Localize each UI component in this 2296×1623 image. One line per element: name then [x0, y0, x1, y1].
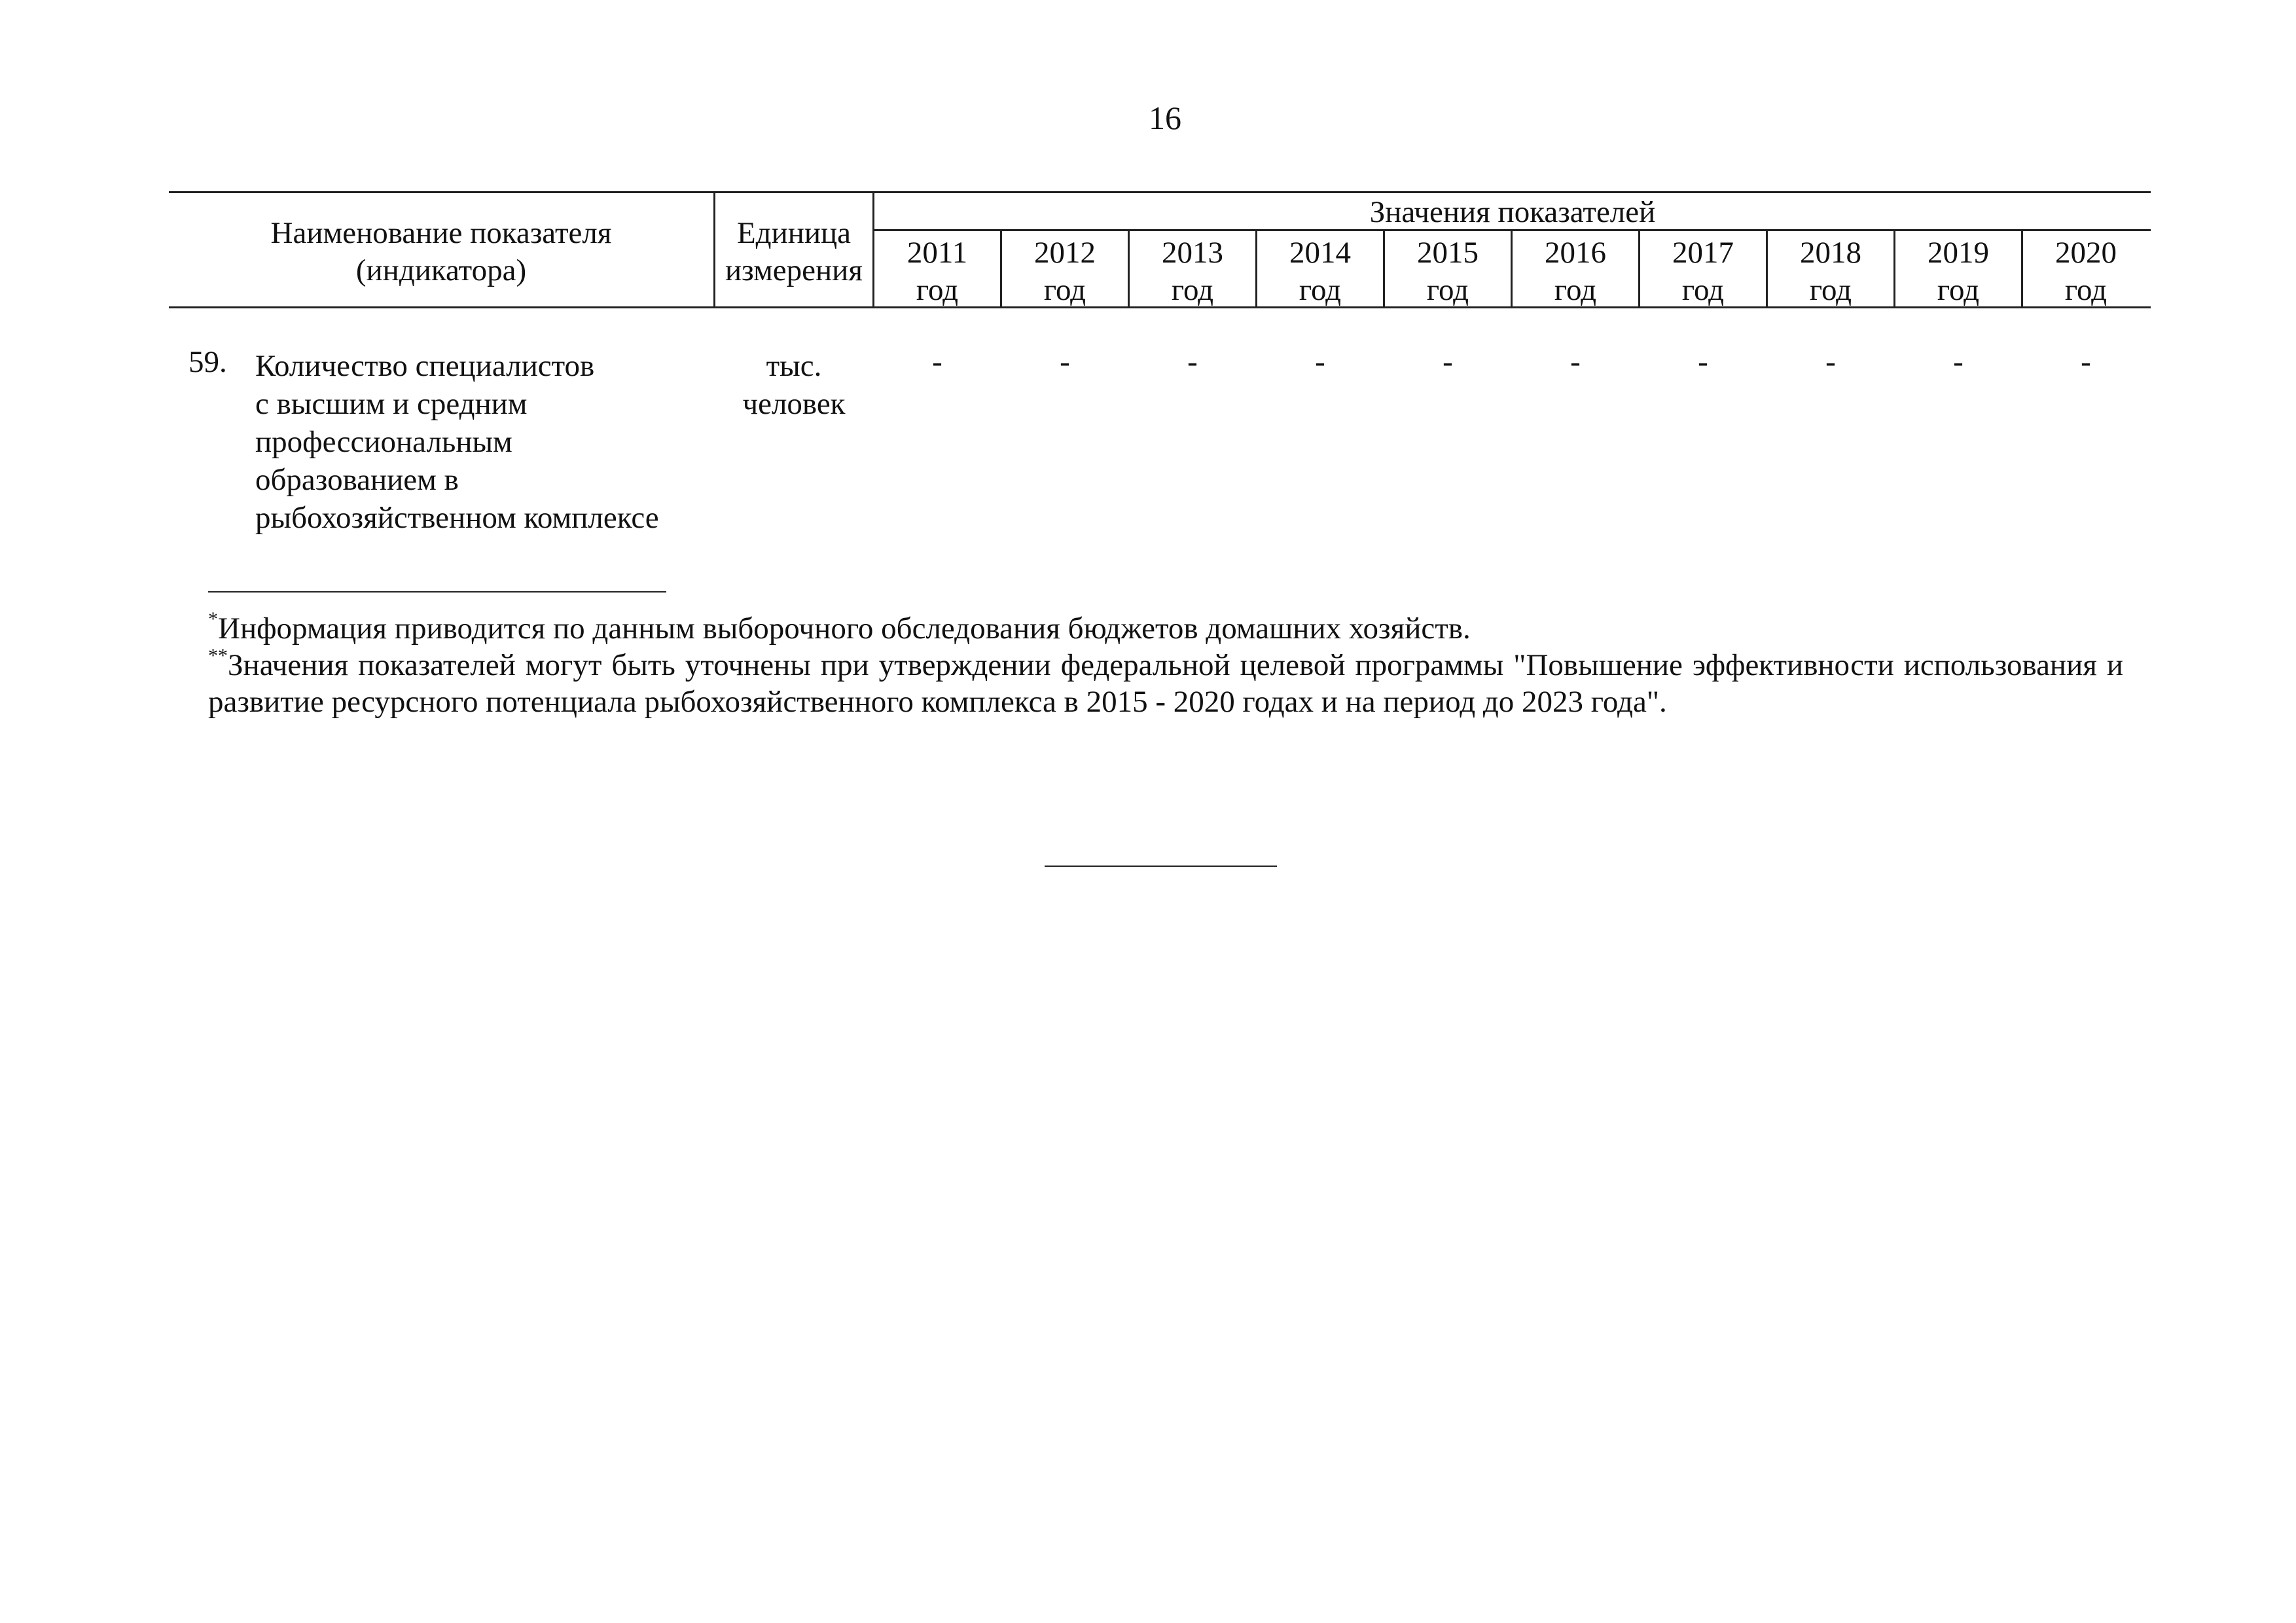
- year-label: 2018: [1800, 236, 1861, 270]
- year-header-cell: [1640, 234, 1767, 310]
- row-value-cell: -: [1060, 345, 1070, 379]
- row-value-cell: -: [2081, 345, 2091, 379]
- year-label: 2013: [1162, 236, 1223, 270]
- header-indicator-name-line1: Наименование показателя: [270, 216, 612, 250]
- footnote-1: [208, 610, 2123, 647]
- row-value-cell: -: [1443, 345, 1453, 379]
- end-separator: [1045, 866, 1277, 867]
- year-suffix: год: [1554, 273, 1597, 308]
- row-value-cell: -: [1570, 345, 1581, 379]
- page-number: 16: [1149, 100, 1181, 136]
- year-label: 2012: [1034, 236, 1096, 270]
- row-indicator-name-line: профессиональным: [255, 425, 512, 459]
- footnote-2-text: Значения показателей могут быть уточнены при утверждении федеральной целевой программы "Повышение эффективности использования и развитие ресурсного потенциала рыбохозяйственного комплекса в 2015 - 2020 годах и на период до 2023 года".: [208, 648, 2123, 719]
- header-indicator-name-line2: (индикатора): [355, 253, 527, 288]
- year-header-cell: [2022, 234, 2149, 310]
- year-suffix: год: [1299, 273, 1342, 308]
- year-header-cell: [1129, 234, 1256, 310]
- year-label: 2020: [2055, 236, 2117, 270]
- row-unit-line: тыс.: [766, 349, 822, 383]
- header-unit-line2: измерения: [725, 253, 863, 288]
- row-indicator-name-line: образованием в: [255, 463, 459, 497]
- year-header-cell: [1384, 234, 1511, 310]
- header-indicator-name: [169, 215, 713, 290]
- year-suffix: год: [1937, 273, 1980, 308]
- footnote-2-marker: **: [208, 645, 228, 666]
- footnote-2: [208, 647, 2123, 720]
- year-label: 2014: [1289, 236, 1351, 270]
- year-header-cell: [1257, 234, 1384, 310]
- year-suffix: год: [1681, 273, 1725, 308]
- year-header-cell: [1512, 234, 1639, 310]
- year-suffix: год: [916, 273, 959, 308]
- row-value-cell: -: [1315, 345, 1325, 379]
- row-unit-line: человек: [742, 387, 846, 421]
- year-suffix: год: [1809, 273, 1852, 308]
- row-value-cell: -: [1187, 345, 1198, 379]
- row-value-cell: -: [932, 345, 942, 379]
- year-header-cell: [874, 234, 1001, 310]
- row-unit: [720, 347, 868, 423]
- year-header-cell: [1001, 234, 1128, 310]
- row-value-cell: -: [1953, 345, 1964, 379]
- year-label: 2015: [1417, 236, 1479, 270]
- year-suffix: год: [2064, 273, 2108, 308]
- footnote-1-text: Информация приводится по данным выборочного обследования бюджетов домашних хозяйств.: [218, 611, 1471, 646]
- year-label: 2011: [906, 236, 968, 270]
- row-value-cell: -: [1698, 345, 1708, 379]
- row-indicator-name-line: с высшим и средним: [255, 387, 528, 421]
- year-header-cell: [1767, 234, 1894, 310]
- header-values-title: Значения показателей: [1369, 195, 1656, 229]
- year-suffix: год: [1043, 273, 1086, 308]
- row-value-cell: -: [1825, 345, 1836, 379]
- header-unit: [715, 215, 872, 290]
- row-indicator-name: [255, 347, 713, 537]
- row-indicator-name-line: рыбохозяйственном комплексе: [255, 501, 659, 535]
- table-top-border: [169, 191, 2151, 193]
- year-label: 2019: [1928, 236, 1989, 270]
- year-label: 2017: [1672, 236, 1734, 270]
- footnote-1-marker: *: [208, 608, 218, 630]
- footnote-separator: [208, 591, 666, 593]
- year-label: 2016: [1545, 236, 1606, 270]
- year-header-cell: [1895, 234, 2022, 310]
- row-indicator-name-line: Количество специалистов: [255, 349, 595, 383]
- header-unit-line1: Единица: [736, 216, 852, 250]
- row-number: 59.: [188, 345, 227, 379]
- year-suffix: год: [1426, 273, 1469, 308]
- year-suffix: год: [1171, 273, 1214, 308]
